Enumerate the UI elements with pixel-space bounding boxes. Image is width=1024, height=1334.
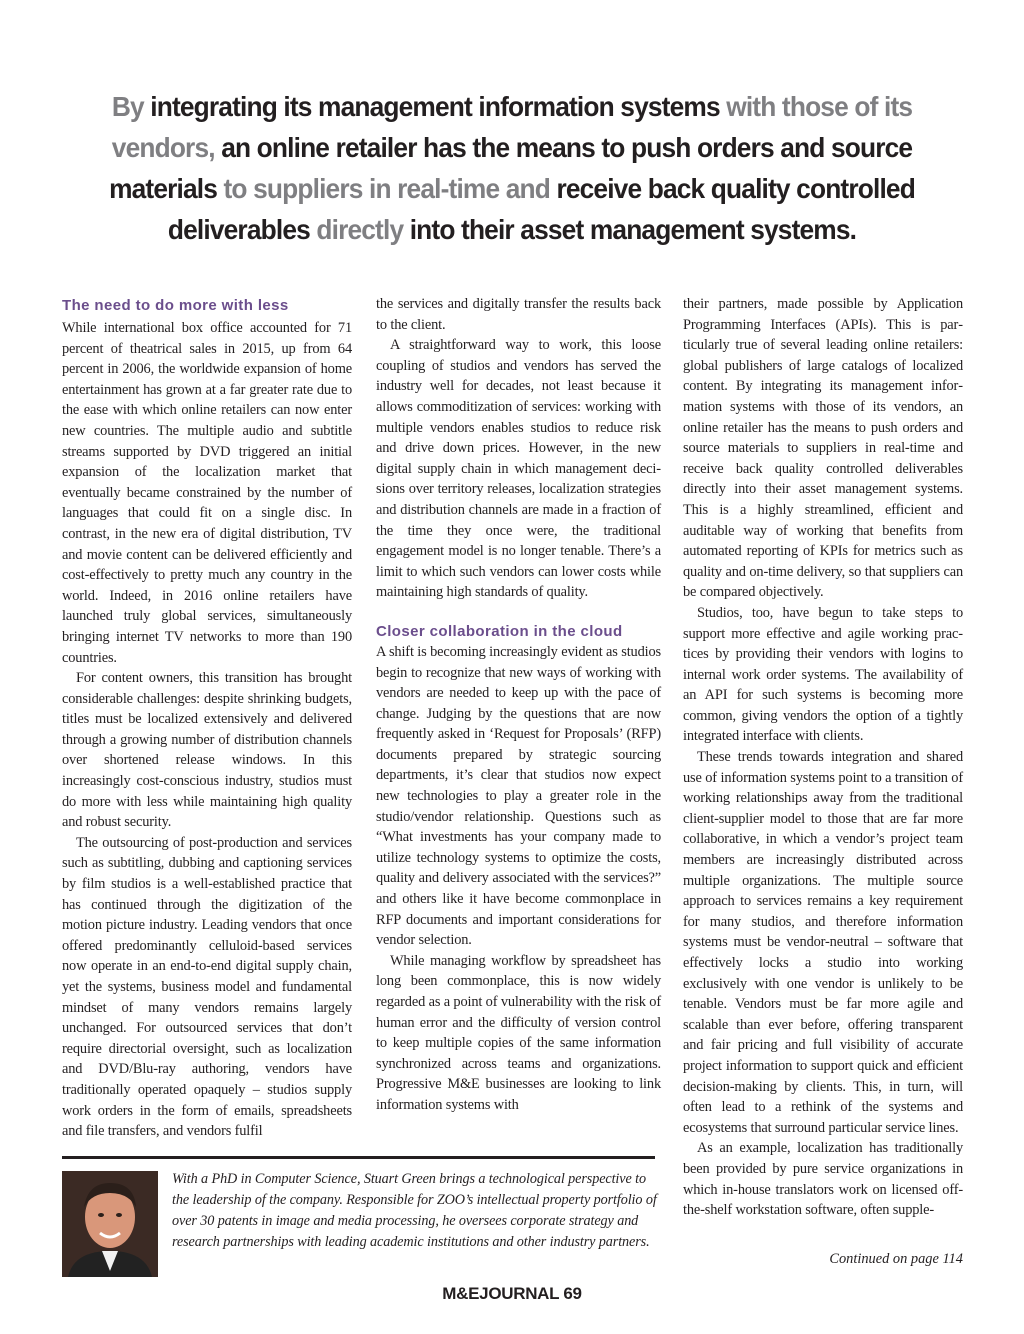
pull-quote: By integrating its management information systems with those of its vendors, an online retailer has the means to push orders and source materials to suppliers in real-time and receive back quality controlled deliverables directly into their asset management systems.: [109, 91, 915, 245]
bio-text: With a PhD in Computer Science, Stuart Green brings a technological perspective to the leadership of the company. Responsible for ZOO’s intellectual property portfolio of over 30 patents in image and media processing, he oversees corporate strategy and research partnerships with leading academic institutions and other industry partners.: [172, 1171, 657, 1250]
column-3: [683, 294, 963, 1221]
paragraph: The outsourcing of post-production and services such as subtitling, dubbing and captioning services by film studios is a well-established practice that has continued through the digitization of the motion picture industry. Leading vendors that once offered predominantly celluloid-based services now operate in an end-to-end digital supply chain, yet the systems, business model and fundamental mindset of many vendors remains largely unchanged. For outsourced services that don’t require directorial oversight, such as localization and DVD/Blu-ray authoring, vendors have traditionally operated opaquely – studios supply work orders in the form of emails, spreadsheets and file transfers, and vendors fulfil: [62, 834, 352, 1140]
author-bio: [62, 1156, 655, 1277]
paragraph: For content owners, this transition has brought considerable challenges: despite shrinking budgets, titles must be localized extensively and delivered through a growing number of distribution channels over shortened release windows. In this increasingly cost-conscious industry, studios must do more with less while maintaining high quality and robust security.: [62, 670, 352, 831]
paragraph: As an example, localization has traditionally been provided by pure service organizations in which in-house translators work on licensed off-the-shelf workstation software, often supple-: [683, 1140, 963, 1219]
paragraph: These trends towards integration and shared use of information systems point to a transition of working relationships away from the traditional client-supplier model to those that are far more collaborative, in which a vendor’s project team members are increasingly distributed across multiple organizations. The multiple source approach to services remains a key requirement for many studios, and therefore information systems must be vendor-neutral – software that effectively locks a studio into working exclusively with one vendor is unlikely to be tenable. Vendors must be far more agile and scalable than ever before, offering transparent and fair pricing and full visibility of accurate project information to support quick and efficient decision-making by clients. This, in turn, will often lead to a rethink of the systems and ecosystems that surround particular service lines.: [683, 749, 963, 1136]
section-heading-collaboration: Closer collaboration in the cloud: [376, 622, 623, 640]
column-2: [376, 294, 661, 1116]
paragraph: A shift is becoming increasingly evident as studios begin to recognize that new ways of working with vendors are needed to keep up with the pace of change. Judging by the questions that are now frequently asked in ‘Request for Proposals’ (RFP) documents prepared by strategic sourcing departments, it’s clear that studios now expect new technologies to play a greater role in the studio/vendor relationship. Questions such as “What investments has your company made to utilize technology systems to optimize the costs, quality and delivery associated with the services?” and others like it have become commonplace in RFP documents and important considerations for vendor selection.: [376, 643, 661, 949]
portrait-icon: [62, 1171, 158, 1277]
journal-name: M&EJOURNAL: [442, 1284, 559, 1303]
paragraph: the services and digitally transfer the results back to the client.: [376, 296, 661, 333]
paragraph: A straightforward way to work, this loose coupling of studios and vendors has served the industry well for decades, not least because it allows commoditization of services: working with multiple vendors enables studios to reduce risk and drive down prices. However, in the new digital supply chain in which management decisions over territory releases, localization strategies and distribution channels are made in a fraction of the time they once were, the traditional engagement model is no longer tenable. There’s a limit to which such vendors can lower costs while maintaining high standards of quality.: [376, 337, 661, 601]
author-photo: [62, 1171, 158, 1277]
paragraph: their partners, made possible by Application Programming Interfaces (APIs). This is particularly true of several leading online retailers: global publishers of large catalogs of localized content. By integrating its management information systems with those of its vendors, an online retailer has the means to push orders and source materials to suppliers in real-time and receive back quality controlled deliverables directly into their asset management systems. This is a highly streamlined, efficient and auditable way of working that benefits from automated reporting of KPIs for metrics such as quality and on-time delivery, so that suppliers can be compared objectively.: [683, 296, 963, 601]
page-number: 69: [563, 1284, 582, 1303]
column-1: [62, 294, 352, 1142]
paragraph: While international box office accounted for 71 percent of theatrical sales in 2015, up from 64 percent in 2006, the worldwide expansion of home entertainment has grown at a far greater rate due to the ease with which online retailers can now enter new countries. The multiple audio and subtitle streams supported by DVD triggered an initial expansion of the localization market that eventually became constrained by the number of languages that could fit on a single disc. In contrast, in the new era of digital distribution, TV and movie content can be delivered efficiently and cost-effectively to pretty much any country in the world. Indeed, in 2016 online retailers have launched truly global services, simultaneously bringing internet TV networks to more than 190 countries.: [62, 320, 352, 666]
continued-note: Continued on page 114: [829, 1251, 963, 1267]
section-heading-need: The need to do more with less: [62, 297, 289, 314]
page-footer: [0, 1284, 1024, 1304]
paragraph: Studios, too, have begun to take steps to support more effective and agile working practices by providing their vendors with logins to internal work order systems. The availability of an API for such systems is becoming more common, giving vendors the option of a tightly integrated interface with clients.: [683, 604, 963, 745]
paragraph: While managing workflow by spreadsheet has long been commonplace, this is now widely regarded as a point of vulnerability with the risk of human error and the difficulty of version control to keep multiple copies of the same information synchronized across teams and organizations. Progressive M&E businesses are looking to link information systems with: [376, 952, 661, 1113]
